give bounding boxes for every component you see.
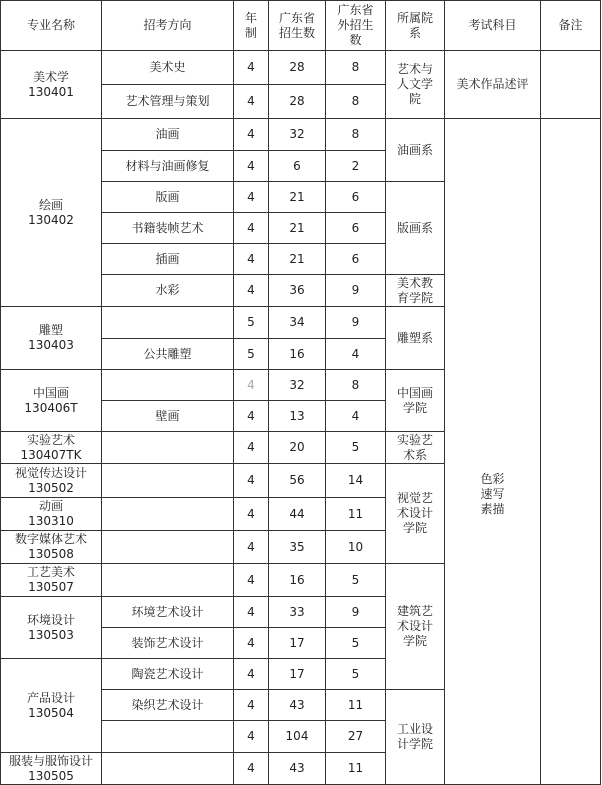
major-cell (1, 51, 102, 119)
major-cell (1, 564, 102, 597)
major-code: 130310 (28, 514, 74, 528)
remarks-cell (541, 119, 601, 785)
department-cell (386, 432, 445, 464)
non-gd-quota-cell: 5 (326, 659, 386, 690)
years-cell: 4 (234, 370, 269, 401)
years-cell: 4 (234, 244, 269, 275)
non-gd-quota-cell: 14 (326, 464, 386, 498)
direction-cell: 染织艺术设计 (102, 690, 234, 721)
major-name: 环境设计 (26, 612, 75, 627)
gd-quota-cell: 43 (269, 753, 326, 785)
department-cell (386, 275, 445, 307)
header-gd-quota (269, 1, 326, 51)
department-name: 实验艺术系 (396, 432, 433, 462)
major-code: 130504 (28, 705, 74, 720)
header-years-label: 年制 (244, 10, 257, 40)
major-code: 130508 (28, 547, 74, 561)
header-department (386, 1, 445, 51)
department-cell (386, 307, 445, 370)
header-non-gd-quota (326, 1, 386, 51)
department-name: 油画系 (396, 142, 433, 157)
years-cell: 4 (234, 464, 269, 498)
non-gd-quota-cell: 8 (326, 370, 386, 401)
exam-subject: 素描 (480, 502, 505, 516)
major-name: 绘画 (38, 197, 63, 212)
department-cell (386, 119, 445, 182)
department-cell (386, 464, 445, 564)
remarks-cell (541, 51, 601, 119)
major-code: 130505 (28, 768, 74, 783)
exam-cell (445, 119, 541, 785)
department-name: 视觉艺术设计学院 (396, 491, 433, 535)
gd-quota-cell: 35 (269, 531, 326, 564)
gd-quota-cell: 34 (269, 307, 326, 339)
years-cell: 4 (234, 85, 269, 119)
non-gd-quota-cell: 6 (326, 244, 386, 275)
department-cell (386, 182, 445, 275)
header-gd-quota-label: 广东省招生数 (278, 10, 315, 40)
gd-quota-cell: 36 (269, 275, 326, 307)
major-cell (1, 531, 102, 564)
major-cell (1, 464, 102, 498)
direction-cell: 壁画 (102, 401, 234, 432)
gd-quota-cell: 33 (269, 597, 326, 628)
department-cell (386, 370, 445, 432)
gd-quota-cell: 32 (269, 119, 326, 151)
header-remarks: 备注 (541, 1, 601, 51)
major-name: 服装与服饰设计 (8, 753, 93, 768)
major-code: 130502 (28, 480, 74, 495)
years-cell: 4 (234, 432, 269, 464)
gd-quota-cell: 43 (269, 690, 326, 721)
table-row (1, 51, 601, 85)
non-gd-quota-cell: 4 (326, 339, 386, 370)
years-cell: 4 (234, 498, 269, 531)
non-gd-quota-cell: 5 (326, 564, 386, 597)
gd-quota-cell: 28 (269, 51, 326, 85)
major-name: 中国画 (32, 385, 69, 400)
department-name: 工业设计学院 (396, 722, 433, 751)
exam-subject: 速写 (480, 487, 505, 501)
direction-cell: 材料与油画修复 (102, 151, 234, 182)
years-cell: 4 (234, 597, 269, 628)
years-cell: 4 (234, 753, 269, 785)
department-cell (386, 51, 445, 119)
non-gd-quota-cell: 4 (326, 401, 386, 432)
non-gd-quota-cell: 10 (326, 531, 386, 564)
direction-cell (102, 531, 234, 564)
direction-cell: 美术史 (102, 51, 234, 85)
direction-cell (102, 370, 234, 401)
gd-quota-cell: 6 (269, 151, 326, 182)
exam-cell: 美术作品述评 (445, 51, 541, 119)
major-cell (1, 597, 102, 659)
non-gd-quota-cell: 8 (326, 119, 386, 151)
gd-quota-cell: 17 (269, 659, 326, 690)
gd-quota-cell: 44 (269, 498, 326, 531)
gd-quota-cell: 21 (269, 244, 326, 275)
direction-cell: 陶瓷艺术设计 (102, 659, 234, 690)
header-major: 专业名称 (1, 1, 102, 51)
years-cell: 4 (234, 213, 269, 244)
gd-quota-cell: 104 (269, 721, 326, 753)
department-name: 艺术与人文学院 (396, 62, 433, 106)
major-name: 视觉传达设计 (14, 465, 87, 480)
years-cell: 4 (234, 564, 269, 597)
gd-quota-cell: 21 (269, 213, 326, 244)
direction-cell: 公共雕塑 (102, 339, 234, 370)
direction-cell: 插画 (102, 244, 234, 275)
major-name: 雕塑 (38, 323, 63, 337)
years-cell: 4 (234, 119, 269, 151)
department-name: 建筑艺术设计学院 (396, 604, 433, 648)
major-name: 动画 (38, 499, 63, 513)
header-row (1, 1, 601, 51)
major-cell (1, 432, 102, 464)
non-gd-quota-cell: 27 (326, 721, 386, 753)
major-code: 130406T (24, 400, 78, 415)
direction-cell (102, 432, 234, 464)
direction-cell (102, 721, 234, 753)
major-code: 130402 (28, 212, 74, 227)
major-name: 美术学 (32, 69, 69, 84)
major-name: 产品设计 (26, 690, 75, 705)
non-gd-quota-cell: 8 (326, 85, 386, 119)
direction-cell: 艺术管理与策划 (102, 85, 234, 119)
header-exam: 考试科目 (445, 1, 541, 51)
years-cell: 4 (234, 531, 269, 564)
major-code: 130503 (28, 627, 74, 642)
non-gd-quota-cell: 6 (326, 182, 386, 213)
direction-cell: 装饰艺术设计 (102, 628, 234, 659)
gd-quota-cell: 13 (269, 401, 326, 432)
non-gd-quota-cell: 8 (326, 51, 386, 85)
years-cell: 4 (234, 51, 269, 85)
major-name: 数字媒体艺术 (14, 532, 87, 546)
years-cell: 4 (234, 275, 269, 307)
non-gd-quota-cell: 9 (326, 307, 386, 339)
major-code: 130407TK (20, 447, 82, 462)
years-cell: 4 (234, 659, 269, 690)
non-gd-quota-cell: 11 (326, 690, 386, 721)
major-code: 130507 (28, 580, 74, 594)
direction-cell (102, 753, 234, 785)
gd-quota-cell: 16 (269, 339, 326, 370)
gd-quota-cell: 28 (269, 85, 326, 119)
department-cell (386, 690, 445, 785)
major-cell (1, 659, 102, 753)
exam-subject: 色彩 (480, 472, 505, 486)
years-cell: 5 (234, 339, 269, 370)
non-gd-quota-cell: 11 (326, 753, 386, 785)
direction-cell: 环境艺术设计 (102, 597, 234, 628)
years-cell: 4 (234, 690, 269, 721)
gd-quota-cell: 16 (269, 564, 326, 597)
non-gd-quota-cell: 5 (326, 628, 386, 659)
table-row (1, 119, 601, 151)
direction-cell (102, 464, 234, 498)
non-gd-quota-cell: 11 (326, 498, 386, 531)
header-department-label: 所属院系 (396, 10, 433, 40)
direction-cell: 水彩 (102, 275, 234, 307)
gd-quota-cell: 32 (269, 370, 326, 401)
major-name: 工艺美术 (26, 565, 75, 579)
major-name: 实验艺术 (26, 432, 75, 447)
department-name: 版画系 (396, 220, 433, 235)
gd-quota-cell: 21 (269, 182, 326, 213)
non-gd-quota-cell: 6 (326, 213, 386, 244)
direction-cell: 书籍装帧艺术 (102, 213, 234, 244)
years-cell: 5 (234, 307, 269, 339)
years-cell: 4 (234, 628, 269, 659)
department-name: 雕塑系 (396, 330, 433, 345)
major-cell (1, 119, 102, 307)
major-cell (1, 753, 102, 785)
department-name: 美术教育学院 (396, 275, 433, 305)
major-code: 130401 (28, 84, 74, 99)
gd-quota-cell: 56 (269, 464, 326, 498)
direction-cell: 版画 (102, 182, 234, 213)
direction-cell (102, 307, 234, 339)
years-cell: 4 (234, 401, 269, 432)
header-non-gd-quota-label: 广东省外招生数 (337, 3, 374, 47)
department-cell (386, 564, 445, 690)
years-cell: 4 (234, 182, 269, 213)
direction-cell (102, 564, 234, 597)
direction-cell (102, 498, 234, 531)
non-gd-quota-cell: 9 (326, 597, 386, 628)
gd-quota-cell: 20 (269, 432, 326, 464)
direction-cell: 油画 (102, 119, 234, 151)
non-gd-quota-cell: 9 (326, 275, 386, 307)
major-cell (1, 498, 102, 531)
header-years (234, 1, 269, 51)
non-gd-quota-cell: 2 (326, 151, 386, 182)
years-cell: 4 (234, 151, 269, 182)
major-cell (1, 307, 102, 370)
years-cell: 4 (234, 721, 269, 753)
major-code: 130403 (28, 338, 74, 352)
gd-quota-cell: 17 (269, 628, 326, 659)
header-direction: 招考方向 (102, 1, 234, 51)
non-gd-quota-cell: 5 (326, 432, 386, 464)
major-cell (1, 370, 102, 432)
department-name: 中国画学院 (396, 385, 433, 415)
